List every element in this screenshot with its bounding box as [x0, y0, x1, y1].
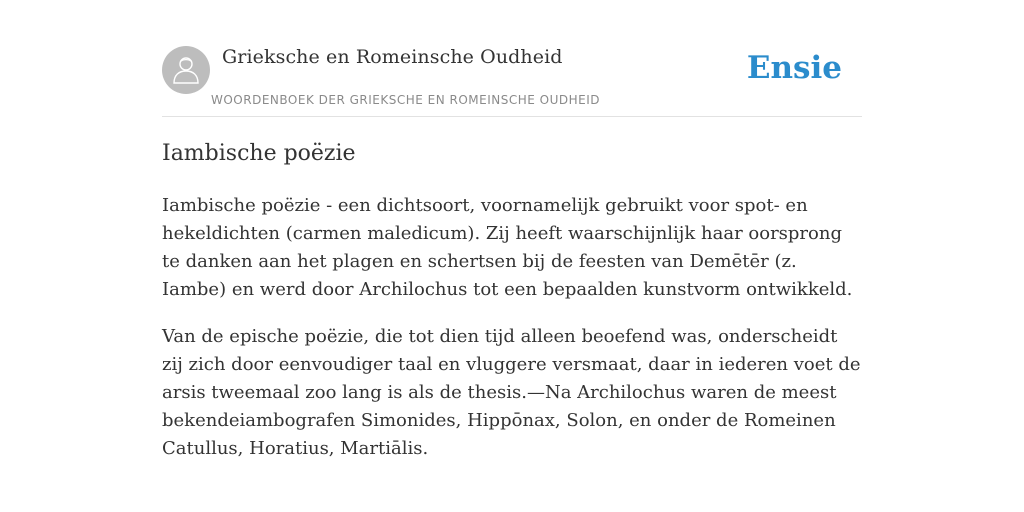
header: [162, 46, 862, 117]
site-title[interactable]: Grieksche en Romeinsche Oudheid: [222, 46, 563, 68]
site-subtitle[interactable]: WOORDENBOEK DER GRIEKSCHE EN ROMEINSCHE OUDHEID: [211, 93, 601, 107]
user-icon: [172, 55, 200, 85]
entry-paragraph: Iambische poëzie - een dichtsoort, voornamelijk gebruikt voor spot- en hekeldichten (carmen maledicum). Zij heeft waarschijnlijk haar oorsprong te danken aan het plagen en schertsen bij de feesten van Demētēr (z. Iambe) en werd door Archilochus tot een bepaalden kunstvorm ontwikkeld.: [162, 195, 853, 300]
entry-paragraph: Van de epische poëzie, die tot dien tijd alleen beoefend was, onderscheidt zij zich door eenvoudiger taal en vluggere versmaat, daar in iederen voet de arsis tweemaal zoo lang is als de thesis.—Na Archilochus waren de meest bekendeiambografen Simonides, Hippōnax, Solon, en onder de Romeinen Catullus, Horatius, Martiālis.: [162, 326, 861, 459]
avatar[interactable]: [162, 46, 210, 94]
entry-content: [162, 192, 862, 482]
brand-logo[interactable]: Ensie: [746, 50, 842, 86]
entry-title: Iambische poëzie: [162, 141, 356, 166]
